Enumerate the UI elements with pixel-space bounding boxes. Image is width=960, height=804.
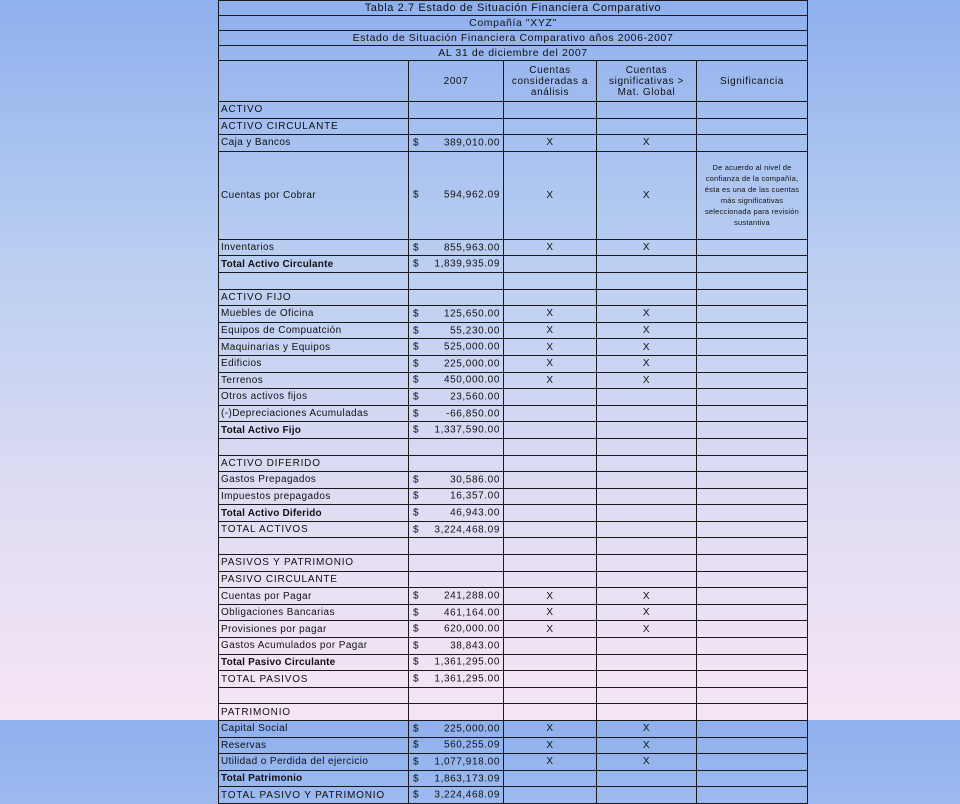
- significant-mark: [597, 472, 697, 489]
- table-row: [219, 256, 808, 273]
- amount-value: 1,337,590.00: [434, 424, 500, 436]
- column-header-year: 2007: [409, 61, 504, 102]
- account-label: Provisiones por pagar: [219, 621, 409, 638]
- analysis-mark: [504, 671, 597, 688]
- significant-mark: [597, 638, 697, 655]
- amount-value: 1,077,918.00: [434, 756, 500, 768]
- currency-symbol: $: [413, 341, 420, 353]
- account-label: Terrenos: [219, 372, 409, 389]
- currency-symbol: $: [413, 656, 420, 668]
- significance-note: [697, 135, 808, 152]
- amount-value: 594,962.09: [443, 189, 500, 201]
- significant-mark: [597, 102, 697, 119]
- currency-symbol: $: [413, 391, 420, 403]
- analysis-mark: X: [504, 721, 597, 738]
- significant-mark: [597, 704, 697, 721]
- date-row: [219, 46, 808, 61]
- analysis-mark: [504, 438, 597, 455]
- column-header-account: [219, 61, 409, 102]
- company-name: Compañía "XYZ": [219, 16, 808, 31]
- significance-note: [697, 555, 808, 572]
- analysis-mark: X: [504, 737, 597, 754]
- blank-row: [219, 438, 808, 455]
- account-label: Cuentas por Cobrar: [219, 151, 409, 239]
- table-row: [219, 671, 808, 688]
- amount-cell: [409, 621, 504, 638]
- analysis-mark: [504, 389, 597, 406]
- amount-value: 46,943.00: [450, 507, 500, 519]
- table-row: [219, 151, 808, 239]
- significant-mark: X: [597, 737, 697, 754]
- account-label: [219, 687, 409, 704]
- account-label: TOTAL PASIVO Y PATRIMONIO: [219, 787, 409, 804]
- significant-mark: X: [597, 355, 697, 372]
- amount-value: 1,863,173.09: [434, 773, 500, 785]
- significant-mark: [597, 389, 697, 406]
- amount-value: 16,357.00: [450, 490, 500, 502]
- account-label: ACTIVO CIRCULANTE: [219, 118, 409, 135]
- currency-symbol: $: [413, 673, 420, 685]
- currency-symbol: $: [413, 607, 420, 619]
- significant-mark: X: [597, 151, 697, 239]
- account-label: Equipos de Compuatción: [219, 322, 409, 339]
- analysis-mark: [504, 272, 597, 289]
- account-label: Otros activos fijos: [219, 389, 409, 406]
- column-header-significance: Significancia: [697, 61, 808, 102]
- amount-cell: [409, 405, 504, 422]
- significant-mark: [597, 488, 697, 505]
- table-row: [219, 422, 808, 439]
- amount-cell: [409, 555, 504, 572]
- currency-symbol: $: [413, 137, 420, 149]
- table-row: [219, 102, 808, 119]
- significance-note: [697, 671, 808, 688]
- blank-row: [219, 272, 808, 289]
- significant-mark: [597, 671, 697, 688]
- significance-note: [697, 488, 808, 505]
- significance-note: [697, 306, 808, 323]
- account-label: Gastos Prepagados: [219, 472, 409, 489]
- analysis-mark: X: [504, 372, 597, 389]
- currency-symbol: $: [413, 640, 420, 652]
- amount-cell: [409, 505, 504, 522]
- significance-note: [697, 754, 808, 771]
- amount-cell: [409, 438, 504, 455]
- amount-cell: [409, 272, 504, 289]
- analysis-mark: [504, 538, 597, 555]
- analysis-mark: [504, 521, 597, 538]
- analysis-mark: [504, 118, 597, 135]
- amount-cell: [409, 538, 504, 555]
- amount-value: 1,839,935.09: [434, 258, 500, 270]
- amount-value: 855,963.00: [443, 242, 500, 254]
- analysis-mark: X: [504, 239, 597, 256]
- amount-cell: [409, 322, 504, 339]
- analysis-mark: X: [504, 339, 597, 356]
- currency-symbol: $: [413, 325, 420, 337]
- amount-cell: [409, 239, 504, 256]
- significant-mark: X: [597, 306, 697, 323]
- amount-value: 450,000.00: [443, 374, 500, 386]
- significance-note: [697, 588, 808, 605]
- amount-value: 461,164.00: [443, 607, 500, 619]
- significance-note: [697, 372, 808, 389]
- analysis-mark: X: [504, 306, 597, 323]
- analysis-mark: [504, 102, 597, 119]
- amount-cell: [409, 787, 504, 804]
- significant-mark: X: [597, 322, 697, 339]
- significance-note: [697, 521, 808, 538]
- analysis-mark: X: [504, 621, 597, 638]
- significance-note: [697, 256, 808, 273]
- table-row: [219, 118, 808, 135]
- amount-cell: [409, 571, 504, 588]
- account-label: TOTAL PASIVOS: [219, 671, 409, 688]
- table-row: [219, 472, 808, 489]
- account-label: Total Activo Fijo: [219, 422, 409, 439]
- amount-value: 30,586.00: [450, 474, 500, 486]
- blank-row: [219, 538, 808, 555]
- significance-note: [697, 102, 808, 119]
- table-row: [219, 737, 808, 754]
- significance-note: [697, 422, 808, 439]
- currency-symbol: $: [413, 424, 420, 436]
- table-row: [219, 389, 808, 406]
- significance-note: [697, 455, 808, 472]
- table-row: [219, 638, 808, 655]
- account-label: Muebles de Oficina: [219, 306, 409, 323]
- table-row: [219, 555, 808, 572]
- significant-mark: X: [597, 721, 697, 738]
- currency-symbol: $: [413, 723, 420, 735]
- table-title: Tabla 2.7 Estado de Situación Financiera Comparativo: [219, 1, 808, 16]
- significant-mark: [597, 687, 697, 704]
- amount-cell: [409, 754, 504, 771]
- account-label: Capital Social: [219, 721, 409, 738]
- account-label: PATRIMONIO: [219, 704, 409, 721]
- table-row: [219, 322, 808, 339]
- analysis-mark: X: [504, 355, 597, 372]
- amount-cell: [409, 135, 504, 152]
- significant-mark: X: [597, 588, 697, 605]
- amount-cell: [409, 472, 504, 489]
- amount-cell: [409, 118, 504, 135]
- column-header-row: [219, 61, 808, 102]
- account-label: ACTIVO: [219, 102, 409, 119]
- account-label: Caja y Bancos: [219, 135, 409, 152]
- currency-symbol: $: [413, 258, 420, 270]
- amount-value: 225,000.00: [443, 358, 500, 370]
- significant-mark: [597, 256, 697, 273]
- amount-value: 1,361,295.00: [434, 656, 500, 668]
- significance-note: [697, 538, 808, 555]
- currency-symbol: $: [413, 524, 420, 536]
- currency-symbol: $: [413, 474, 420, 486]
- account-label: [219, 438, 409, 455]
- table-row: [219, 787, 808, 804]
- significance-note: [697, 289, 808, 306]
- table-row: [219, 770, 808, 787]
- table-row: [219, 754, 808, 771]
- amount-cell: [409, 289, 504, 306]
- significant-mark: [597, 438, 697, 455]
- significance-note: [697, 339, 808, 356]
- analysis-mark: [504, 289, 597, 306]
- table-row: [219, 621, 808, 638]
- table-row: [219, 571, 808, 588]
- currency-symbol: $: [413, 189, 420, 201]
- analysis-mark: X: [504, 151, 597, 239]
- significance-note: [697, 604, 808, 621]
- significance-note: [697, 389, 808, 406]
- column-header-significant: Cuentas significativas > Mat. Global: [597, 61, 697, 102]
- analysis-mark: [504, 787, 597, 804]
- analysis-mark: X: [504, 604, 597, 621]
- amount-cell: [409, 704, 504, 721]
- table-row: [219, 588, 808, 605]
- currency-symbol: $: [413, 773, 420, 785]
- amount-value: 3,224,468.09: [434, 789, 500, 801]
- significant-mark: X: [597, 604, 697, 621]
- currency-symbol: $: [413, 756, 420, 768]
- amount-value: 125,650.00: [443, 308, 500, 320]
- company-row: [219, 16, 808, 31]
- significance-note: [697, 654, 808, 671]
- account-label: Gastos Acumulados por Pagar: [219, 638, 409, 655]
- currency-symbol: $: [413, 739, 420, 751]
- significant-mark: [597, 422, 697, 439]
- currency-symbol: $: [413, 789, 420, 801]
- table-row: [219, 455, 808, 472]
- account-label: Total Patrimonio: [219, 770, 409, 787]
- significance-note: [697, 322, 808, 339]
- table-row: [219, 372, 808, 389]
- significant-mark: [597, 289, 697, 306]
- significance-note: [697, 118, 808, 135]
- amount-cell: [409, 256, 504, 273]
- table-row: [219, 654, 808, 671]
- account-label: [219, 272, 409, 289]
- currency-symbol: $: [413, 507, 420, 519]
- significant-mark: [597, 405, 697, 422]
- analysis-mark: [504, 455, 597, 472]
- significance-note: [697, 355, 808, 372]
- amount-value: 241,288.00: [443, 590, 500, 602]
- statement-date: AL 31 de diciembre del 2007: [219, 46, 808, 61]
- account-label: PASIVOS Y PATRIMONIO: [219, 555, 409, 572]
- account-label: Impuestos prepagados: [219, 488, 409, 505]
- significance-note: [697, 787, 808, 804]
- amount-cell: [409, 488, 504, 505]
- title-row: [219, 1, 808, 16]
- amount-value: 3,224,468.09: [434, 524, 500, 536]
- amount-cell: [409, 355, 504, 372]
- analysis-mark: X: [504, 588, 597, 605]
- analysis-mark: [504, 488, 597, 505]
- account-label: Total Activo Circulante: [219, 256, 409, 273]
- significant-mark: X: [597, 754, 697, 771]
- currency-symbol: $: [413, 308, 420, 320]
- account-label: TOTAL ACTIVOS: [219, 521, 409, 538]
- significant-mark: [597, 455, 697, 472]
- amount-cell: [409, 455, 504, 472]
- significant-mark: [597, 770, 697, 787]
- significant-mark: [597, 654, 697, 671]
- account-label: Obligaciones Bancarias: [219, 604, 409, 621]
- significant-mark: X: [597, 621, 697, 638]
- account-label: Edificios: [219, 355, 409, 372]
- significance-note: [697, 505, 808, 522]
- analysis-mark: [504, 472, 597, 489]
- amount-value: 1,361,295.00: [434, 673, 500, 685]
- table-row: [219, 704, 808, 721]
- account-label: ACTIVO DIFERIDO: [219, 455, 409, 472]
- currency-symbol: $: [413, 358, 420, 370]
- amount-cell: [409, 737, 504, 754]
- significant-mark: [597, 521, 697, 538]
- analysis-mark: X: [504, 754, 597, 771]
- significance-note: [697, 571, 808, 588]
- amount-cell: [409, 422, 504, 439]
- analysis-mark: [504, 638, 597, 655]
- significant-mark: X: [597, 135, 697, 152]
- table-row: [219, 306, 808, 323]
- account-label: Cuentas por Pagar: [219, 588, 409, 605]
- currency-symbol: $: [413, 590, 420, 602]
- significance-note: [697, 638, 808, 655]
- account-label: (-)Depreciaciones Acumuladas: [219, 405, 409, 422]
- amount-value: 389,010.00: [443, 137, 500, 149]
- analysis-mark: [504, 571, 597, 588]
- significant-mark: [597, 571, 697, 588]
- significant-mark: [597, 555, 697, 572]
- amount-cell: [409, 339, 504, 356]
- significant-mark: X: [597, 372, 697, 389]
- table-row: [219, 239, 808, 256]
- currency-symbol: $: [413, 408, 420, 420]
- significance-note: [697, 472, 808, 489]
- significant-mark: [597, 505, 697, 522]
- amount-value: -66,850.00: [446, 408, 500, 420]
- amount-cell: [409, 770, 504, 787]
- blank-row: [219, 687, 808, 704]
- table-row: [219, 505, 808, 522]
- amount-cell: [409, 588, 504, 605]
- account-label: Total Pasivo Circulante: [219, 654, 409, 671]
- significant-mark: X: [597, 339, 697, 356]
- account-label: Maquinarias y Equipos: [219, 339, 409, 356]
- financial-statement-table: [218, 0, 808, 804]
- analysis-mark: [504, 704, 597, 721]
- amount-cell: [409, 151, 504, 239]
- table-row: [219, 289, 808, 306]
- amount-cell: [409, 306, 504, 323]
- analysis-mark: [504, 687, 597, 704]
- amount-cell: [409, 102, 504, 119]
- amount-value: 55,230.00: [450, 325, 500, 337]
- analysis-mark: [504, 256, 597, 273]
- significance-note: [697, 770, 808, 787]
- amount-value: 225,000.00: [443, 723, 500, 735]
- amount-value: 23,560.00: [450, 391, 500, 403]
- amount-value: 38,843.00: [450, 640, 500, 652]
- significance-note: [697, 721, 808, 738]
- analysis-mark: X: [504, 322, 597, 339]
- amount-cell: [409, 389, 504, 406]
- amount-cell: [409, 687, 504, 704]
- account-label: Utilidad o Perdida del ejercicio: [219, 754, 409, 771]
- table-row: [219, 521, 808, 538]
- table-row: [219, 488, 808, 505]
- significant-mark: [597, 787, 697, 804]
- table-row: [219, 355, 808, 372]
- account-label: PASIVO CIRCULANTE: [219, 571, 409, 588]
- amount-value: 560,255.09: [443, 739, 500, 751]
- analysis-mark: X: [504, 135, 597, 152]
- significance-note: [697, 704, 808, 721]
- table-row: [219, 135, 808, 152]
- significance-note: [697, 405, 808, 422]
- amount-cell: [409, 721, 504, 738]
- account-label: [219, 538, 409, 555]
- significance-note: [697, 621, 808, 638]
- account-label: Total Activo Diferido: [219, 505, 409, 522]
- analysis-mark: [504, 505, 597, 522]
- amount-cell: [409, 654, 504, 671]
- analysis-mark: [504, 555, 597, 572]
- currency-symbol: $: [413, 242, 420, 254]
- account-label: Reservas: [219, 737, 409, 754]
- table-row: [219, 721, 808, 738]
- analysis-mark: [504, 422, 597, 439]
- amount-cell: [409, 604, 504, 621]
- amount-cell: [409, 671, 504, 688]
- subtitle-row: [219, 31, 808, 46]
- significance-note: [697, 239, 808, 256]
- amount-cell: [409, 638, 504, 655]
- amount-value: 525,000.00: [443, 341, 500, 353]
- analysis-mark: [504, 654, 597, 671]
- column-header-analysis: Cuentas consideradas a análisis: [504, 61, 597, 102]
- significant-mark: [597, 538, 697, 555]
- amount-value: 620,000.00: [443, 623, 500, 635]
- significance-note: [697, 687, 808, 704]
- account-label: ACTIVO FIJO: [219, 289, 409, 306]
- significant-mark: [597, 118, 697, 135]
- significance-note: [697, 737, 808, 754]
- table-row: [219, 339, 808, 356]
- analysis-mark: [504, 405, 597, 422]
- amount-cell: [409, 521, 504, 538]
- significance-note: De acuerdo al nivel de confianza de la compañía, ésta es una de las cuentas más significativas seleccionada para revisión sustantiva: [697, 151, 808, 239]
- significant-mark: X: [597, 239, 697, 256]
- statement-subtitle: Estado de Situación Financiera Comparativo años 2006-2007: [219, 31, 808, 46]
- amount-cell: [409, 372, 504, 389]
- currency-symbol: $: [413, 374, 420, 386]
- account-label: Inventarios: [219, 239, 409, 256]
- analysis-mark: [504, 770, 597, 787]
- table-row: [219, 604, 808, 621]
- significant-mark: [597, 272, 697, 289]
- significance-note: [697, 438, 808, 455]
- currency-symbol: $: [413, 490, 420, 502]
- currency-symbol: $: [413, 623, 420, 635]
- table-row: [219, 405, 808, 422]
- significance-note: [697, 272, 808, 289]
